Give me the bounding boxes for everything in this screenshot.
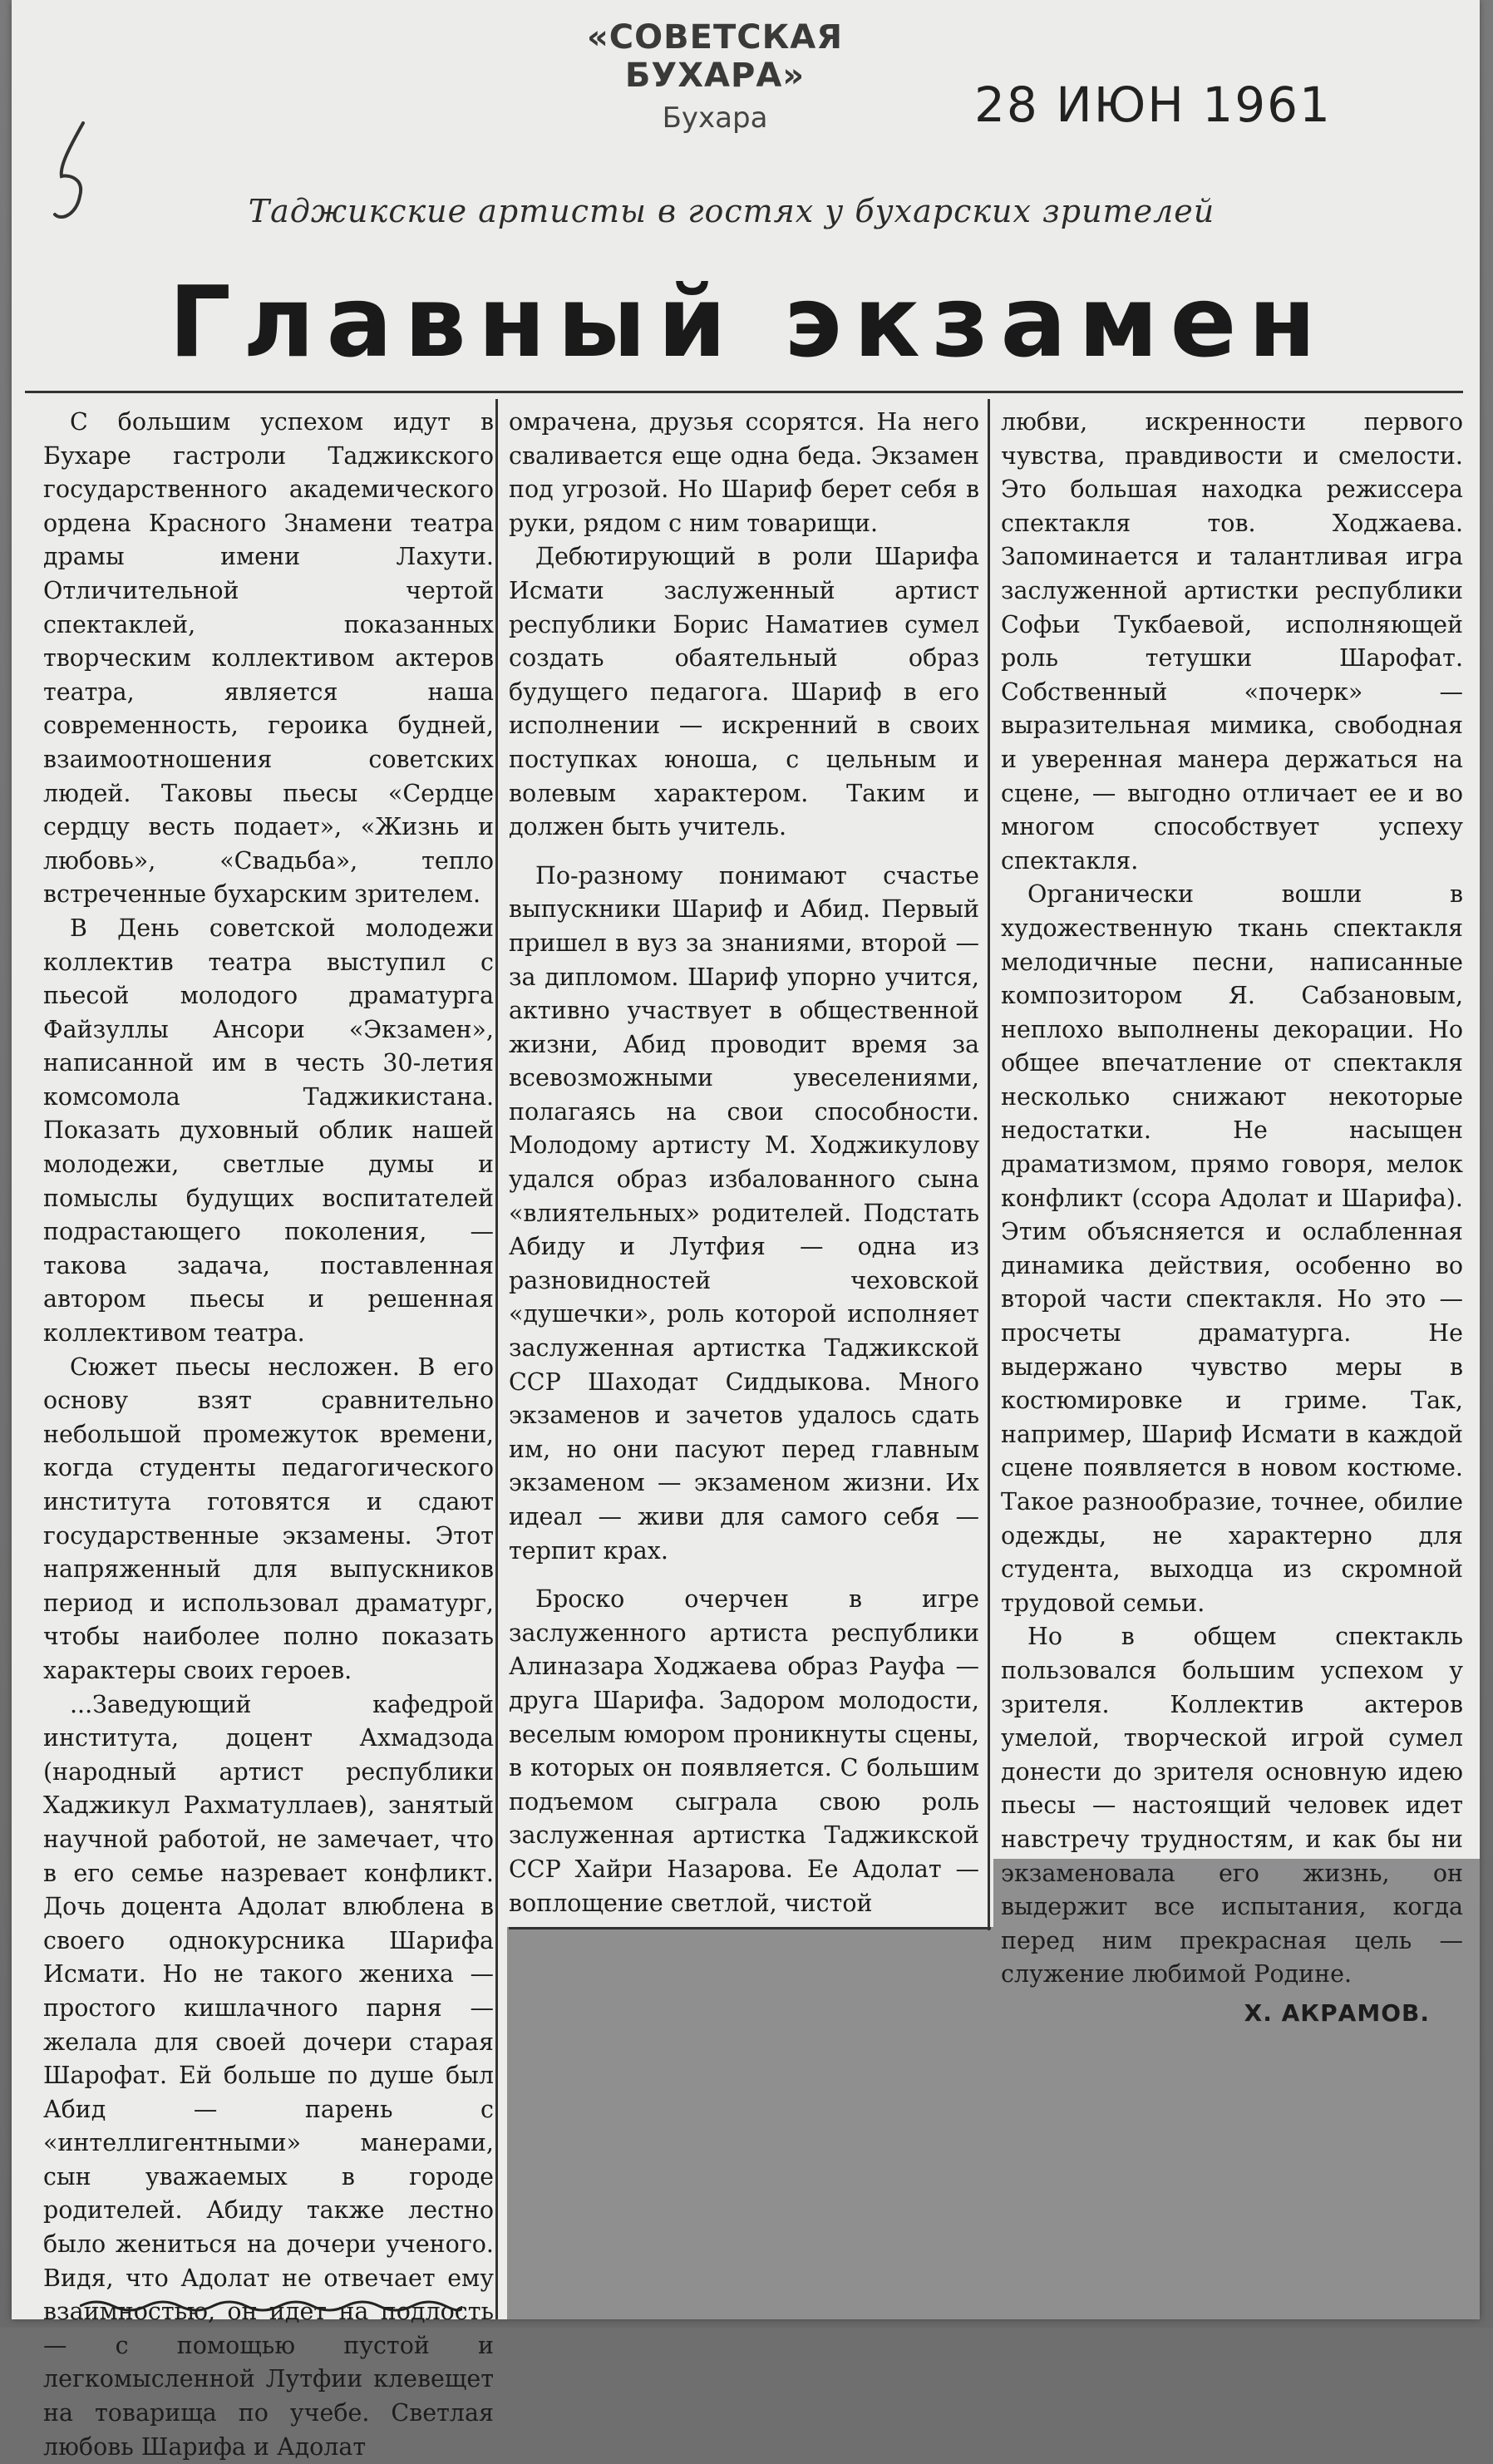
- column-divider: [495, 399, 498, 2319]
- author-signature: Х. АКРАМОВ.: [1244, 1998, 1430, 2027]
- paragraph: По-разному понимают счастье выпускники Шариф и Абид. Первый пришел в вуз за знаниями, второй — за дипломом. Шариф упорно учится, активно участвует в общественной жизни, Абид проводит время за всевозможными увеселениями, полагаясь на свои способности. Молодому артисту М. Ходжикулову удался образ избалованного сына «влиятельных» родителей. Подстать Абиду и Лутфия — одна из разновидностей чеховской «душечки», роль которой исполняет заслуженная артистка Таджикской ССР Шаходат Сиддыкова. Много экзаменов и зачетов удалось сдать им, но они пасуют перед главным экзаменом — экзаменом жизни. Их идеал — живи для самого себя — терпит крах.: [509, 861, 979, 1565]
- handwritten-mark: [43, 116, 101, 233]
- paragraph: Дебютирующий в роли Шарифа Исмати заслуженный артист республики Борис Наматиев сумел создать обаятельный образ будущего педагога. Шариф в его исполнении — искренний в своих поступках юноша, с цельным и волевым характером. Таким и должен быть учитель.: [509, 543, 979, 841]
- article-headline: Главный экзамен: [168, 264, 1328, 379]
- paragraph: Сюжет пьесы несложен. В его основу взят сравнительно небольшой промежуток времени, когда студенты педагогического института готовятся и сдают государственные экзамены. Этот напряженный для выпускников период и использовал драматург, чтобы наиболее полно показать характеры своих героев.: [43, 1353, 494, 1684]
- paragraph: Броско очерчен в игре заслуженного артиста республики Алиназара Ходжаева образ Рауфа — друга Шарифа. Задором молодости, веселым юмором проникнуты сцены, в которых он появляется. С большим подъемом сыграла свою роль заслуженная артистка Таджикской ССР Хайри Назарова. Ее Адолат — воплощение светлой, чистой: [509, 1585, 979, 1917]
- divider: [25, 391, 1463, 393]
- paragraph: С большим успехом идут в Бухаре гастроли Таджикского государственного академического ордена Красного Знамени театра драмы имени Лахути. Отличительной чертой спектаклей, показанных творческим коллективом актеров театра, является наша современность, героика будней, взаимоотношения советских людей. Таковы пьесы «Сердце сердцу весть подает», «Жизнь и любовь», «Свадьба», тепло встреченные бухарским зрителем.: [43, 408, 494, 909]
- date-stamp: 28 ИЮН 1961: [974, 76, 1332, 133]
- column-divider: [988, 399, 990, 1930]
- newspaper-city: Бухара: [662, 101, 768, 135]
- paragraph: ...Заведующий кафедрой института, доцент Ахмадзода (народный артист республики Хаджикул Рахматуллаев), занятый научной работой, не замечает, что в его семье назревает конфликт. Дочь доцента Адолат влюблена в своего однокурсника Шарифа Исмати. Но не такого жениха — простого кишлачного парня — желала для своей дочери старая Шарофат. Ей больше по душе был Абид — парень с «интеллигентными» манерами, сын уважаемых в городе родителей. Абиду также лестно было жениться на дочери ученого. Видя, что Адолат не отвечает ему взаимностью, он идет на подлость — с помощью пустой и легкомысленной Лутфии клевещет на товарища по учебе. Светлая любовь Шарифа и Адолат: [43, 1690, 494, 2461]
- masthead-stamp: [499, 18, 931, 135]
- newspaper-name: «СОВЕТСКАЯ БУХАРА»: [586, 18, 844, 95]
- paragraph: Органически вошли в художественную ткань спектакля мелодичные песни, написанные композитором Я. Сабзановым, неплохо выполнены декорации. Но общее впечатление от спектакля несколько снижают некоторые недостатки. Не насыщен драматизмом, прямо говоря, мелок конфликт (ссора Адолат и Шарифа). Этим объясняется и ослабленная динамика действия, особенно во второй части спектакля. Но это — просчеты драматурга. Не выдержано чувство меры в костюмировке и гриме. Так, например, Шариф Исмати в каждой сцене появляется в новом костюме. Такое разнообразие, точнее, обилие одежды, не характерно для студента, выходца из скромной трудовой семьи.: [1001, 880, 1463, 1617]
- divider: [509, 1927, 991, 1929]
- paragraph: любви, искренности первого чувства, правдивости и смелости. Это большая находка режиссера спектакля тов. Ходжаева. Запоминается и талантливая игра заслуженной артистки республики Софьи Тукбаевой, исполняющей роль тетушки Шарофат. Собственный «почерк» — выразительная мимика, свободная и уверенная манера держаться на сцене, — выгодно отличает ее и во многом способствует успеху спектакля.: [1001, 408, 1463, 875]
- article-column-2: [509, 406, 979, 1920]
- article-kicker: Таджикские артисты в гостях у бухарских зрителей: [248, 193, 1215, 229]
- paragraph: Но в общем спектакль пользовался большим успехом у зрителя. Коллектив актеров умелой, творческой игрой сумел донести до зрителя основную идею пьесы — настоящий человек идет навстречу трудностям, и как бы ни экзаменовала его жизнь, он выдержит все испытания, когда перед ним прекрасная цель — служение любимой Родине.: [1001, 1623, 1463, 1988]
- decorative-rule: [80, 2296, 462, 2316]
- article-column-3: [1001, 406, 1463, 2031]
- paragraph: омрачена, друзья ссорятся. На него сваливается еще одна беда. Экзамен под угрозой. Но Шариф берет себя в руки, рядом с ним товарищи.: [509, 408, 979, 537]
- article-column-1: [43, 406, 494, 2464]
- paragraph: В День советской молодежи коллектив театра выступил с пьесой молодого драматурга Файзуллы Ансори «Экзамен», написанной им в честь 30-летия комсомола Таджикистана. Показать духовный облик нашей молодежи, светлые думы и помыслы будущих воспитателей подрастающего поколения, — такова задача, поставленная автором пьесы и решенная коллективом театра.: [43, 914, 494, 1348]
